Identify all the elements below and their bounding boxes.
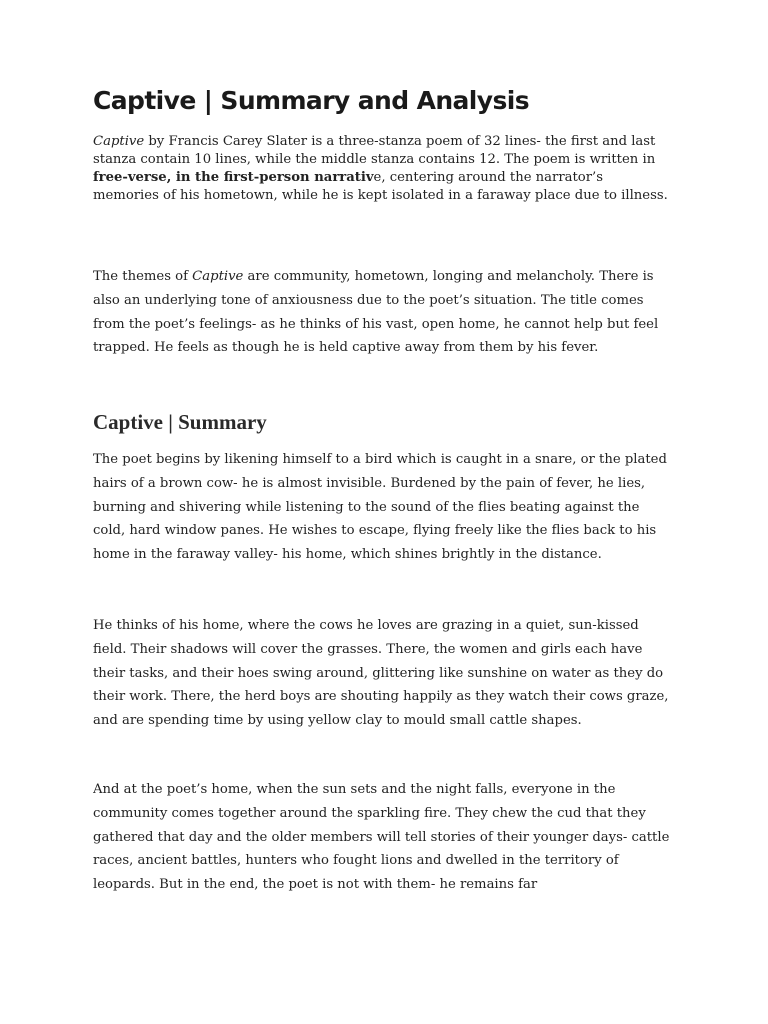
summary-paragraph-1: The poet begins by likening himself to a bird which is caught in a snare, or the plated hairs of a brown cow- he is almost invisible. Burdened by the pain of fever, he lies, burning and shivering while listening to the sound of the flies beating against the cold, hard window panes. He wishes to escape, flying freely like the flies back to his home in the faraway valley- his home, which shines brightly in the distance. [93,452,667,563]
summary-heading: Captive | Summary [93,410,267,434]
themes-title-word: Captive [192,269,244,284]
themes-text-2: are community, hometown, longing and melancholy. There is also an underlying tone of anxiousness due to the poet’s situation. The title comes from the poet’s feelings- as he thinks of his vast, open home, he cannot help but feel trapped. He feels as though he is held captive away from them by his fever. [93,269,659,356]
summary-paragraph-2: He thinks of his home, where the cows he loves are grazing in a quiet, sun-kissed field. Their shadows will cover the grasses. There, the women and girls each have their tasks, and their hoes swing around, glittering like sunshine on water as they do their work. There, the herd boys are shouting happily as they watch their cows graze, and are spending time by using yellow clay to mould small cattle shapes. [93,618,669,729]
intro-bold-text: free-verse, in the first-person narrativ [93,170,374,185]
intro-text-1: by Francis Carey Slater is a three-stanza poem of 32 lines- the first and last stanza contain 10 lines, while the middle stanza contains 12. The poem is written in [93,134,656,167]
intro-text-2: e, centering around the narrator’s memories of his hometown, while he is kept isolated in a faraway place due to illness. [93,170,668,203]
themes-text-1: The themes of [93,269,193,284]
intro-title-word: Captive [93,134,145,149]
themes-paragraph [93,265,673,360]
intro-paragraph [93,133,673,205]
page-title: Captive | Summary and Analysis [93,86,530,115]
summary-paragraph-3: And at the poet’s home, when the sun sets and the night falls, everyone in the community comes together around the sparkling fire. They chew the cud that they gathered that day and the older members will tell stories of their younger days- cattle races, ancient battles, hunters who fought lions and dwelled in the territory of leopards. But in the end, the poet is not with them- he remains far [93,782,670,893]
